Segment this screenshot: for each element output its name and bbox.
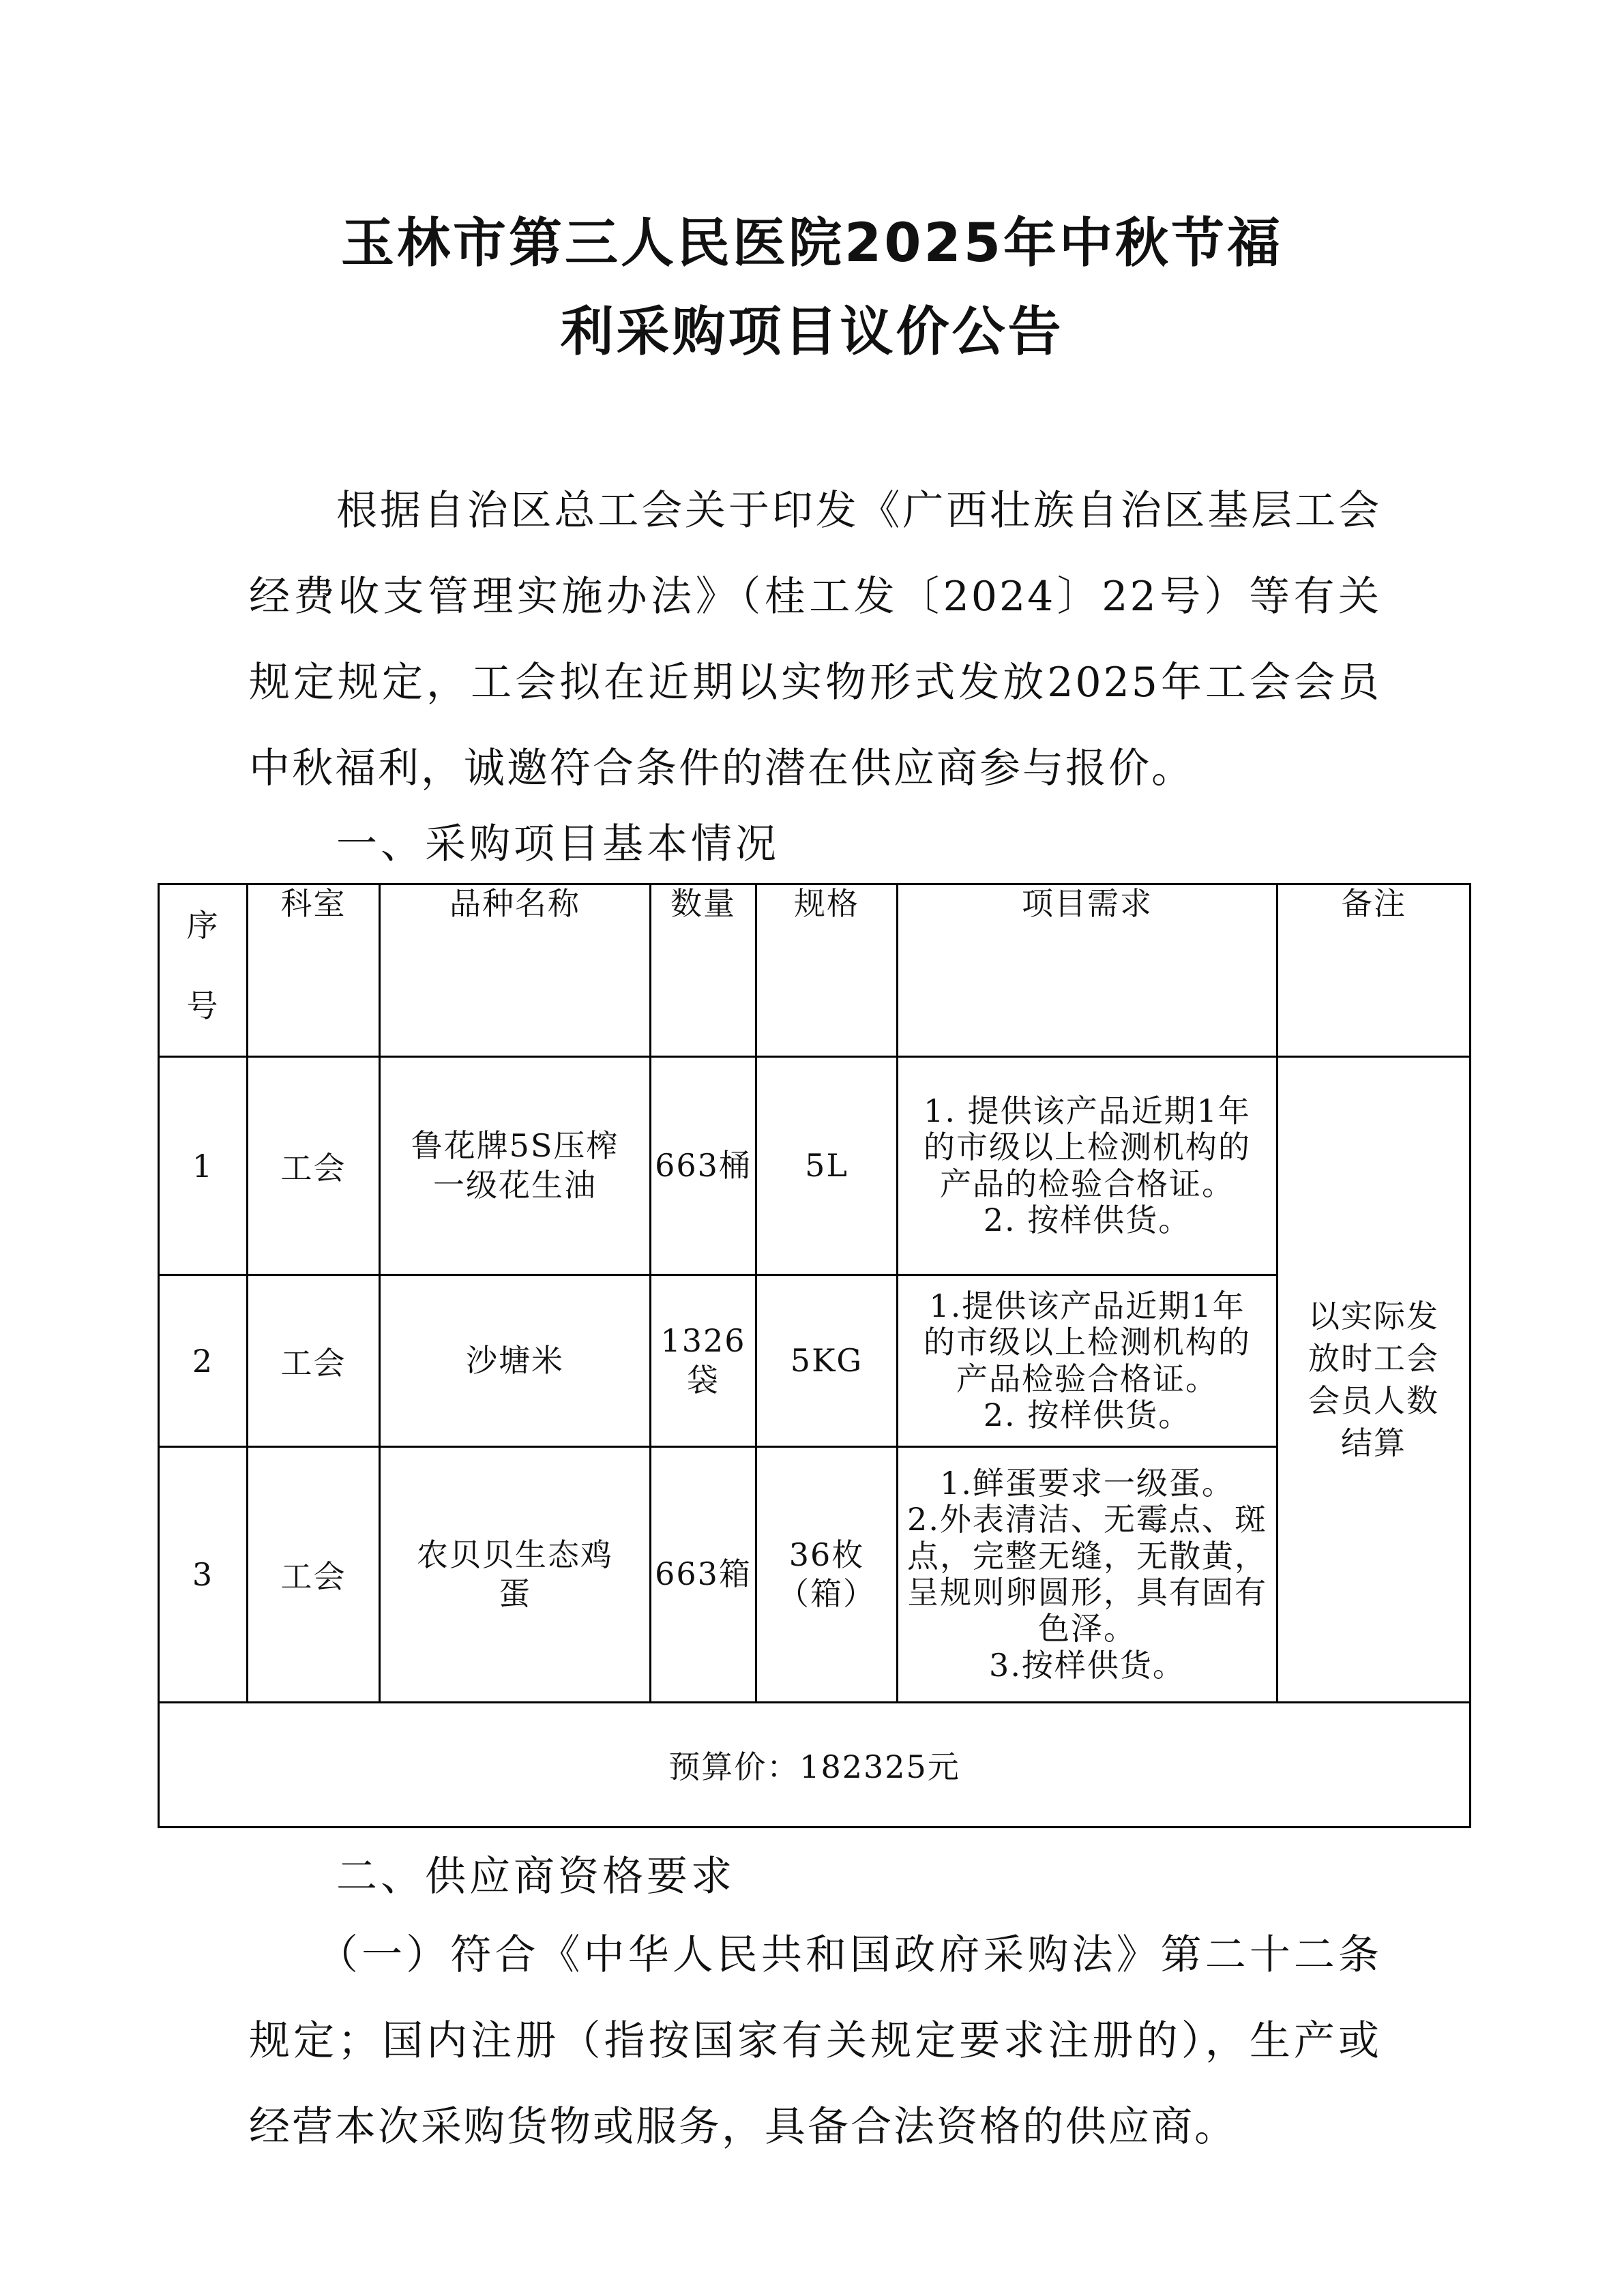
budget-row — [159, 1703, 1471, 1828]
remark-line: 放时工会 — [1308, 1339, 1439, 1377]
budget-cell: 预算价：182325元 — [159, 1703, 1471, 1828]
row-seq: 1 — [159, 1057, 248, 1275]
row-qty-line: 袋 — [687, 1361, 720, 1399]
row-spec-line: （箱） — [778, 1575, 876, 1612]
row-spec-line: 5L — [805, 1146, 848, 1184]
row-item-name-line: 鲁花牌5S压榨 — [411, 1127, 619, 1164]
requirement-line: 点，完整无缝，无散黄， — [907, 1537, 1267, 1575]
requirement-line: 1. 提供该产品近期1年 — [924, 1092, 1251, 1129]
requirement-line: 2. 按样供货。 — [983, 1396, 1192, 1433]
table-row — [159, 1275, 1471, 1447]
page-title-line-2: 利采购项目议价公告 — [560, 301, 1064, 363]
intro-paragraph: 根据自治区总工会关于印发《广西壮族自治区基层工会经费收支管理实施办法》（桂工发〔2024〕22号）等有关规定规定，工会拟在近期以实物形式发放2025年工会会员中秋福利，诚邀符合条件的潜在供应商参与报价。 — [249, 487, 1381, 792]
row-item-name — [380, 1447, 651, 1703]
remark-line: 以实际发 — [1308, 1297, 1439, 1335]
row-dept: 工会 — [248, 1275, 380, 1447]
row-item-name-line: 沙塘米 — [466, 1341, 564, 1379]
row-spec — [756, 1447, 898, 1703]
row-spec-line: 36枚 — [788, 1536, 865, 1573]
row-qty-line: 663箱 — [655, 1555, 752, 1593]
requirement-line: 2.外表清洁、无霉点、斑 — [907, 1501, 1267, 1538]
section-heading-1: 一、采购项目基本情况 — [336, 820, 780, 868]
requirement-line: 2. 按样供货。 — [983, 1201, 1192, 1238]
row-item-name — [380, 1057, 651, 1275]
page-title-line-1: 玉林市第三人民医院2025年中秋节福 — [340, 213, 1284, 274]
header-seq-char-1: 序 — [186, 907, 220, 944]
header-seq — [159, 884, 248, 1057]
row-seq: 2 — [159, 1275, 248, 1447]
requirement-line: 的市级以上检测机构的 — [924, 1129, 1251, 1166]
row-qty — [651, 1447, 756, 1703]
row-item-name — [380, 1275, 651, 1447]
row-qty-line: 1326 — [660, 1322, 746, 1359]
requirement-line: 1.提供该产品近期1年 — [929, 1287, 1245, 1324]
header-seq-char-2: 号 — [186, 987, 220, 1024]
table-row — [159, 1447, 1471, 1703]
header-dept: 科室 — [248, 884, 380, 1057]
requirement-line: 呈规则卵圆形，具有固有 — [907, 1574, 1267, 1611]
row-qty-line: 663桶 — [655, 1146, 752, 1184]
header-qty: 数量 — [651, 884, 756, 1057]
row-seq: 3 — [159, 1447, 248, 1703]
row-requirements — [898, 1275, 1278, 1447]
row-requirements — [898, 1447, 1278, 1703]
requirement-line: 3.按样供货。 — [989, 1646, 1185, 1684]
procurement-table — [158, 883, 1471, 1828]
row-spec-line: 5KG — [790, 1341, 863, 1379]
header-requirements: 项目需求 — [898, 884, 1278, 1057]
row-item-name-line: 蛋 — [499, 1575, 531, 1612]
row-remark — [1278, 1057, 1471, 1703]
header-spec: 规格 — [756, 884, 898, 1057]
row-item-name-line: 一级花生油 — [433, 1166, 597, 1204]
section-heading-2: 二、供应商资格要求 — [336, 1853, 735, 1900]
row-item-name-line: 农贝贝生态鸡 — [417, 1536, 613, 1573]
requirement-line: 的市级以上检测机构的 — [924, 1324, 1251, 1361]
row-requirements — [898, 1057, 1278, 1275]
row-dept: 工会 — [248, 1447, 380, 1703]
requirement-line: 1.鲜蛋要求一级蛋。 — [940, 1464, 1235, 1502]
header-remark: 备注 — [1278, 884, 1471, 1057]
row-dept: 工会 — [248, 1057, 380, 1275]
row-spec — [756, 1057, 898, 1275]
remark-line: 结算 — [1341, 1425, 1406, 1462]
header-name: 品种名称 — [380, 884, 651, 1057]
row-qty — [651, 1057, 756, 1275]
table-row — [159, 1057, 1471, 1275]
remark-line: 会员人数 — [1308, 1382, 1439, 1419]
requirement-line: 产品的检验合格证。 — [940, 1165, 1235, 1202]
row-qty — [651, 1275, 756, 1447]
requirement-line: 色泽。 — [1038, 1610, 1136, 1648]
requirement-line: 产品检验合格证。 — [956, 1360, 1218, 1397]
clause-1-paragraph: （一）符合《中华人民共和国政府采购法》第二十二条规定；国内注册（指按国家有关规定要求注册的），生产或经营本次采购货物或服务，具备合法资格的供应商。 — [249, 1931, 1381, 2151]
row-spec — [756, 1275, 898, 1447]
table-header-row — [159, 884, 1471, 1057]
